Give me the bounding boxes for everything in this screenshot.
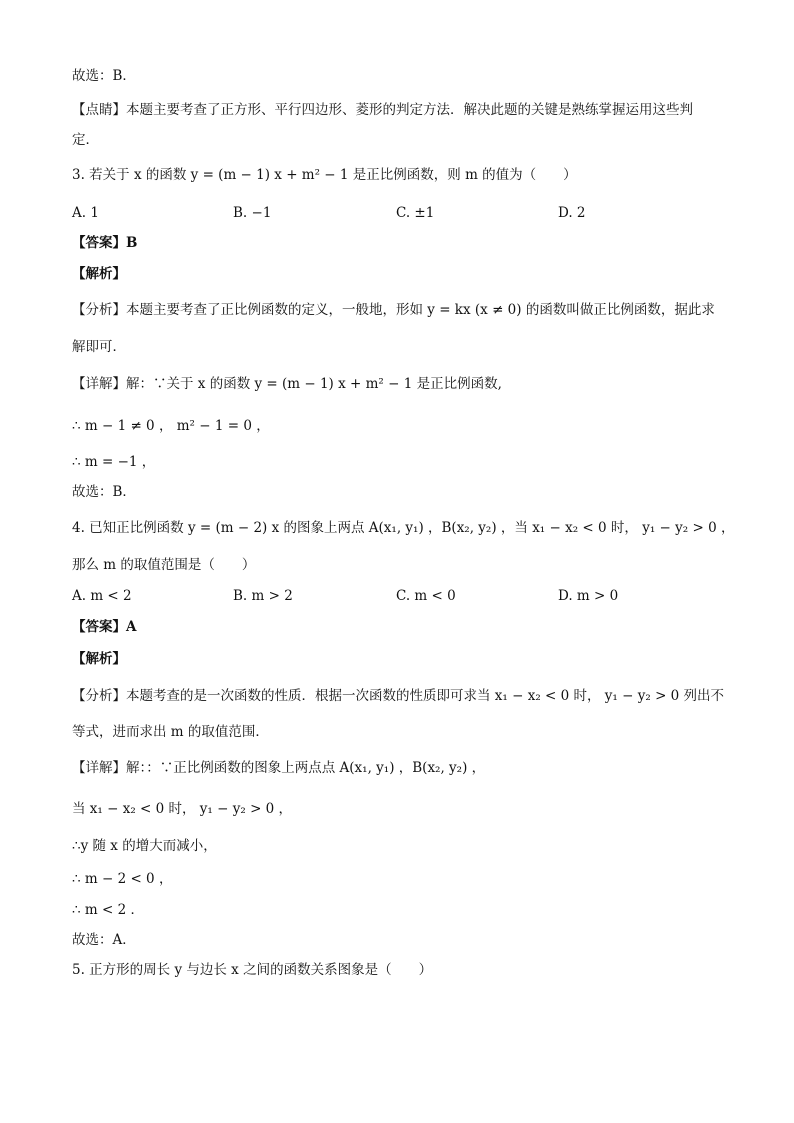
- q3-option-c: C. ±1: [396, 205, 435, 221]
- q4-analysis-heading: 【解析】: [72, 651, 126, 667]
- q4-solution-step3: ∴ m − 2 < 0 ，: [72, 871, 173, 887]
- q3-solution: 【详解】解：∵关于 x 的函数 y = (m − 1) x + m² − 1 是正比例函数,: [72, 376, 502, 392]
- q2-comment: 【点睛】本题主要考查了正方形、平行四边形、菱形的判定方法．解决此题的关键是熟练掌握运用这些判: [72, 102, 693, 118]
- q5-stem: 5. 正方形的周长 y 与边长 x 之间的函数关系图象是（ ）: [72, 962, 433, 978]
- q2-comment-cont: 定．: [72, 132, 99, 148]
- q3-stem: 3. 若关于 x 的函数 y = (m − 1) x + m² − 1 是正比例函数，则 m 的值为（ ）: [72, 167, 577, 183]
- q3-option-b: B. −1: [233, 205, 272, 221]
- q4-solution-step1: 当 x₁ − x₂ < 0 时， y₁ − y₂ > 0 ，: [72, 801, 293, 817]
- q4-solution: 【详解】解：：∵正比例函数的图象上两点点 A(x₁, y₁) ，B(x₂, y₂) ，: [72, 760, 486, 776]
- q3-answer: 【答案】B: [72, 235, 138, 251]
- q3-analysis: 【分析】本题主要考查了正比例函数的定义，一般地，形如 y = kx (x ≠ 0) 的函数叫做正比例函数，据此求: [72, 302, 715, 318]
- q4-option-a: A. m < 2: [72, 588, 132, 604]
- q3-option-a: A. 1: [72, 205, 99, 221]
- q4-answer: 【答案】A: [72, 619, 137, 635]
- q3-analysis-heading: 【解析】: [72, 266, 126, 282]
- q4-option-c: C. m < 0: [396, 588, 456, 604]
- q4-option-b: B. m > 2: [233, 588, 293, 604]
- q4-solution-step2: ∴y 随 x 的增大而减小，: [72, 838, 217, 854]
- q4-solution-step4: ∴ m < 2 ．: [72, 902, 144, 918]
- q4-analysis-cont: 等式，进而求出 m 的取值范围．: [72, 724, 269, 740]
- q4-option-d: D. m > 0: [558, 588, 619, 604]
- q3-option-d: D. 2: [558, 205, 586, 221]
- q3-analysis-cont: 解即可．: [72, 339, 126, 355]
- q3-answer-choice: 故选：B．: [72, 484, 136, 500]
- q3-solution-step2: ∴ m = −1 ，: [72, 454, 156, 470]
- q2-answer-choice: 故选：B．: [72, 68, 136, 84]
- q3-solution-step1: ∴ m − 1 ≠ 0 ， m² − 1 = 0 ，: [72, 418, 270, 434]
- q4-stem-cont: 那么 m 的取值范围是（ ）: [72, 557, 256, 573]
- q4-analysis: 【分析】本题考查的是一次函数的性质．根据一次函数的性质即可求当 x₁ − x₂ < 0 时， y₁ − y₂ > 0 列出不: [72, 688, 725, 704]
- q4-answer-choice: 故选：A．: [72, 932, 136, 948]
- q4-stem: 4. 已知正比例函数 y = (m − 2) x 的图象上两点 A(x₁, y₁) ，B(x₂, y₂) ，当 x₁ − x₂ < 0 时， y₁ − y₂ > 0 ，: [72, 520, 735, 536]
